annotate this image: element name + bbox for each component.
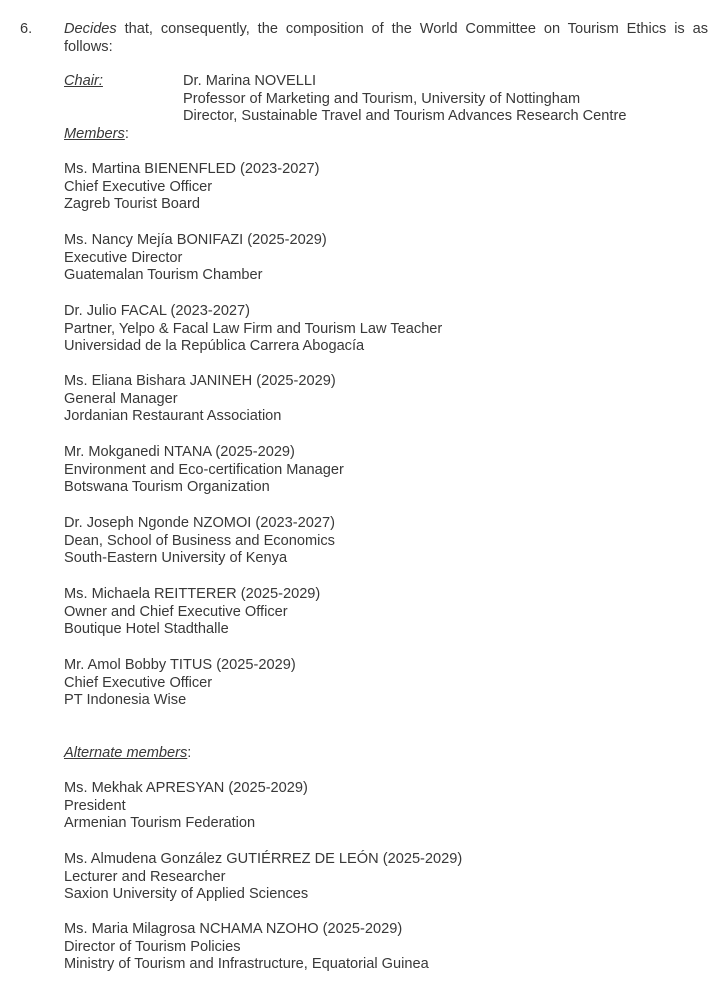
member-entry [64, 161, 319, 214]
paragraph-number: 6. [20, 21, 33, 37]
decides-word: Decides [64, 21, 117, 37]
member-org: Guatemalan Tourism Chamber [64, 267, 263, 284]
member-entry [64, 232, 327, 285]
paragraph-line-1-rest: that, consequently, the composition of the World Committee on Tourism Ethics is as [116, 21, 708, 37]
member-title: Environment and Eco-certification Manager [64, 461, 344, 478]
member-name: Ms. Nancy Mejía BONIFAZI (2025-2029) [64, 232, 327, 248]
chair-name: Dr. Marina NOVELLI [183, 73, 317, 89]
member-name: Dr. Julio FACAL (2023-2027) [64, 303, 251, 319]
alternate-name: Ms. Maria Milagrosa NCHAMA NZOHO (2025-2029) [64, 921, 403, 937]
members-label: Members [64, 126, 125, 142]
member-entry [64, 515, 335, 568]
alternate-entry [64, 921, 429, 974]
alternates-heading [64, 745, 191, 763]
member-title: Owner and Chief Executive Officer [64, 603, 288, 620]
chair-block [183, 73, 626, 126]
member-entry [64, 657, 296, 710]
chair-line: Professor of Marketing and Tourism, University of Nottingham [183, 90, 581, 107]
alternate-name: Ms. Mekhak APRESYAN (2025-2029) [64, 780, 308, 796]
member-name: Mr. Mokganedi NTANA (2025-2029) [64, 444, 295, 460]
alternate-title: President [64, 797, 126, 814]
alternate-entry [64, 851, 462, 904]
member-name: Mr. Amol Bobby TITUS (2025-2029) [64, 657, 296, 673]
member-entry [64, 373, 336, 426]
member-org: Botswana Tourism Organization [64, 479, 270, 496]
alternate-org: Ministry of Tourism and Infrastructure, Equatorial Guinea [64, 956, 429, 973]
members-colon: : [124, 126, 129, 142]
member-name: Ms. Eliana Bishara JANINEH (2025-2029) [64, 373, 336, 389]
member-title: Partner, Yelpo & Facal Law Firm and Tourism Law Teacher [64, 320, 443, 337]
alternate-org: Saxion University of Applied Sciences [64, 886, 309, 903]
member-org: Zagreb Tourist Board [64, 196, 201, 213]
alternate-name: Ms. Almudena González GUTIÉRREZ DE LEÓN (2025-2029) [64, 851, 463, 867]
member-org: South-Eastern University of Kenya [64, 550, 288, 567]
alternate-entry [64, 780, 308, 833]
member-title: Chief Executive Officer [64, 178, 213, 195]
member-entry [64, 586, 320, 639]
chair-line: Director, Sustainable Travel and Tourism Advances Research Centre [183, 108, 627, 125]
member-entry [64, 303, 442, 356]
member-org: PT Indonesia Wise [64, 692, 187, 709]
member-title: Chief Executive Officer [64, 674, 213, 691]
member-title: General Manager [64, 390, 178, 407]
member-name: Ms. Michaela REITTERER (2025-2029) [64, 586, 321, 602]
member-name: Dr. Joseph Ngonde NZOMOI (2023-2027) [64, 515, 335, 531]
member-title: Executive Director [64, 249, 183, 266]
paragraph-line-2: follows: [64, 38, 113, 55]
chair-label: Chair: [64, 73, 103, 89]
alternates-colon: : [187, 745, 192, 761]
alternates-label: Alternate members [64, 745, 188, 761]
member-org: Jordanian Restaurant Association [64, 408, 282, 425]
members-heading [64, 126, 129, 144]
paragraph-text [64, 21, 708, 56]
member-entry [64, 444, 344, 497]
member-org: Boutique Hotel Stadthalle [64, 621, 229, 638]
alternate-org: Armenian Tourism Federation [64, 815, 256, 832]
member-org: Universidad de la República Carrera Abogacía [64, 338, 365, 355]
alternate-title: Lecturer and Researcher [64, 868, 226, 885]
member-title: Dean, School of Business and Economics [64, 532, 335, 549]
member-name: Ms. Martina BIENENFLED (2023-2027) [64, 161, 320, 177]
alternate-title: Director of Tourism Policies [64, 938, 241, 955]
paragraph-line-1 [64, 21, 708, 39]
